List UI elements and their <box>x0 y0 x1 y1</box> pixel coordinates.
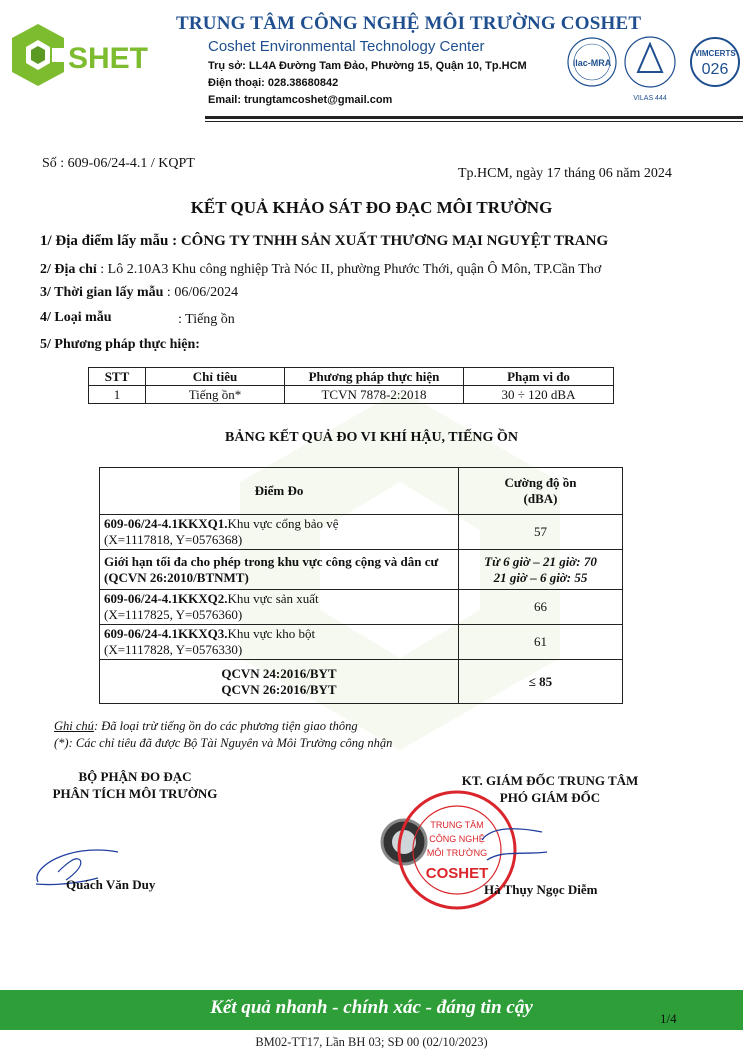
col-noise: Cường độ ồn (dBA) <box>459 468 623 515</box>
limit-value-cell: Từ 6 giờ – 21 giờ: 70 21 giờ – 6 giờ: 55 <box>459 550 623 590</box>
table-row <box>100 625 623 660</box>
left-signatory-name: Quách Văn Duy <box>66 877 156 892</box>
table-row <box>100 515 623 550</box>
stamp-line-3: MÔI TRƯỜNG <box>426 848 488 858</box>
method-table <box>88 367 614 404</box>
org-email: Email: trungtamcoshet@gmail.com <box>208 94 393 106</box>
official-stamp <box>372 780 562 920</box>
document-date: Tp.HCM, ngày 17 tháng 06 năm 2024 <box>458 166 672 181</box>
limit-cell: Giới hạn tối đa cho phép trong khu vực công cộng và dân cư (QCVN 26:2010/BTNMT) <box>100 550 459 590</box>
stamp-line-1: TRUNG TÂM <box>430 820 484 830</box>
page-number: 1/4 <box>660 1011 677 1026</box>
standard-value-cell: ≤ 85 <box>459 660 623 704</box>
org-address: Trụ sở: LL4A Đường Tam Đảo, Phường 15, Quận 10, Tp.HCM <box>208 60 527 72</box>
cell: TCVN 7878-2:2018 <box>285 386 464 404</box>
ilac-text: ilac-MRA <box>572 58 612 68</box>
stamp-line-4: COSHET <box>425 865 489 882</box>
stamp-line-2: CÔNG NGHỆ <box>429 834 485 844</box>
footer-slogan: Kết quả nhanh - chính xác - đáng tin cậy <box>210 997 533 1018</box>
vilas-badge <box>625 37 675 102</box>
result-table <box>99 467 623 704</box>
value-cell: 57 <box>459 515 623 550</box>
right-signatory-name: Hà Thụy Ngọc Diễm <box>484 882 598 897</box>
value-cell: 61 <box>459 625 623 660</box>
cell: Tiếng ồn* <box>146 386 285 404</box>
org-phone: Điện thoại: 028.38680842 <box>208 77 339 89</box>
vimcerts-badge <box>691 38 739 86</box>
field-method: 5/ Phương pháp thực hiện: <box>40 337 200 352</box>
point-cell: 609-06/24-4.1KKXQ2.Khu vực sản xuất (X=1117825, Y=0576360) <box>100 590 459 625</box>
form-code: BM02-TT17, Lần BH 03; SĐ 00 (02/10/2023) <box>255 1035 488 1049</box>
note-line-2: (*): Các chỉ tiêu đã được Bộ Tài Nguyên và Môi Trường công nhận <box>54 736 393 750</box>
table-row <box>89 386 614 404</box>
logo-text: SHET <box>68 42 149 75</box>
org-subtitle: Coshet Environmental Technology Center <box>208 38 485 55</box>
result-table-title: BẢNG KẾT QUẢ ĐO VI KHÍ HẬU, TIẾNG ỒN <box>225 430 518 445</box>
field-sample-type: 4/ Loại mẫu : Tiếng ồn <box>40 310 235 327</box>
table-row <box>100 550 623 590</box>
header-divider-thin <box>205 121 743 122</box>
vilas-text: VILAS 444 <box>633 95 667 102</box>
table-row <box>100 660 623 704</box>
col-range: Phạm vi đo <box>464 368 614 386</box>
coshet-logo <box>8 22 158 88</box>
field-location: 1/ Địa điểm lấy mẫu : CÔNG TY TNHH SẢN XUẤT THƯƠNG MẠI NGUYỆT TRANG <box>40 233 609 249</box>
left-signatory-title: BỘ PHẬN ĐO ĐẠC PHÂN TÍCH MÔI TRƯỜNG <box>52 769 218 801</box>
col-method: Phương pháp thực hiện <box>285 368 464 386</box>
ilac-badge <box>568 38 616 86</box>
vimcerts-number: 026 <box>701 61 729 78</box>
note-line-1: Ghi chú: Đã loại trừ tiếng ồn do các phương tiện giao thông <box>54 719 358 733</box>
col-point: Điểm Đo <box>100 468 459 515</box>
right-signatory-title: KT. GIÁM ĐỐC TRUNG TÂM PHÓ GIÁM ĐỐC <box>461 773 639 805</box>
field-sampling-time: 3/ Thời gian lấy mẫu : 06/06/2024 <box>40 285 239 300</box>
point-cell: 609-06/24-4.1KKXQ3.Khu vực kho bột (X=1117828, Y=0576330) <box>100 625 459 660</box>
col-indicator: Chỉ tiêu <box>146 368 285 386</box>
point-cell: 609-06/24-4.1KKXQ1.Khu vực cổng bảo vệ (X=1117818, Y=0576368) <box>100 515 459 550</box>
header-divider <box>205 116 743 119</box>
document-title: KẾT QUẢ KHẢO SÁT ĐO ĐẠC MÔI TRƯỜNG <box>190 198 553 217</box>
accreditation-badges <box>562 32 742 104</box>
cell: 30 ÷ 120 dBA <box>464 386 614 404</box>
value-cell: 66 <box>459 590 623 625</box>
result-table-header <box>100 468 623 515</box>
col-stt: STT <box>89 368 146 386</box>
table-row <box>100 590 623 625</box>
org-title: TRUNG TÂM CÔNG NGHỆ MÔI TRƯỜNG COSHET <box>176 13 642 34</box>
document-number: Số : 609-06/24-4.1 / KQPT <box>42 156 195 171</box>
cell: 1 <box>89 386 146 404</box>
standard-cell: QCVN 24:2016/BYT QCVN 26:2016/BYT <box>100 660 459 704</box>
vimcerts-label: VIMCERTS <box>694 49 736 58</box>
method-table-header <box>89 368 614 386</box>
field-address: 2/ Địa chỉ : Lô 2.10A3 Khu công nghiệp Trà Nóc II, phường Phước Thới, quận Ô Môn, TP.Cần Thơ <box>40 262 602 277</box>
